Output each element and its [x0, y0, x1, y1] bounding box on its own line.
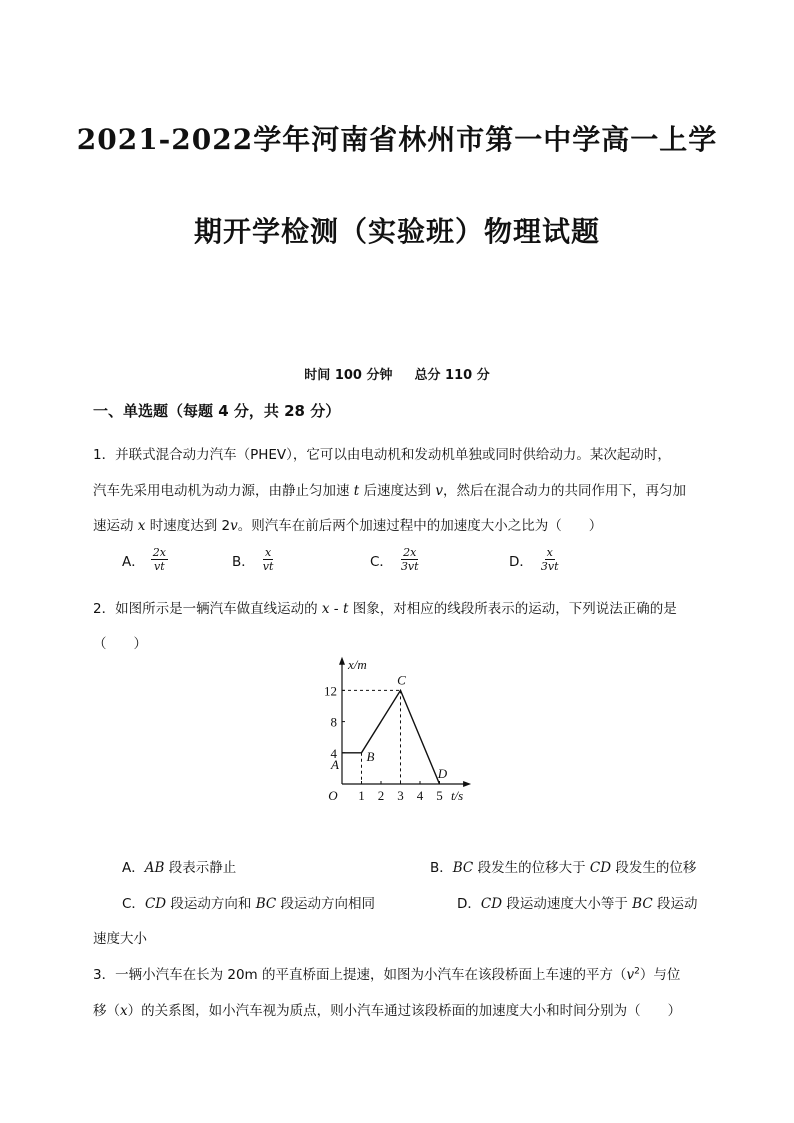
y-tick-label: 8 — [330, 714, 337, 730]
exam-meta — [0, 364, 794, 383]
q3-line1: 3．一辆小汽车在长为 20m 的平直桥面上提速，如图为小汽车在该段桥面上车速的平方$(v^2)$与位 — [93, 966, 681, 983]
document-title-line1: 2021-2022学年河南省林州市第一中学高一上学 — [76, 123, 718, 156]
y-axis-label: x/m — [348, 656, 367, 672]
y-tick-label: 4 — [330, 745, 337, 761]
q1-line1: 1．并联式混合动力汽车（PHEV），它可以由电动机和发动机单独或同时供给动力。某次起动时， — [93, 447, 671, 463]
q1-line2: 汽车先采用电动机为动力源，由静止匀加速 t 后速度达到 v，然后在混合动力的共同作用下，再匀加 — [93, 483, 686, 499]
fraction: $\frac{x}{3vt}$ — [540, 546, 559, 573]
q2-line1: 2．如图所示是一辆汽车做直线运动的 x - t 图象，对相应的线段所表示的运动，下列说法正确的是 — [93, 601, 677, 617]
exam-time: 时间 100 分钟 — [304, 368, 393, 383]
xt-series-line — [342, 690, 440, 784]
q2-option-c[interactable]: C．CD 段运动方向和 BC 段运动方向相同 — [122, 896, 375, 912]
x-axis-arrow — [463, 781, 471, 787]
point-label-b: B — [366, 748, 375, 764]
q2-option-a[interactable]: A．AB 段表示静止 — [122, 860, 237, 876]
y-axis-arrow — [339, 657, 345, 665]
exam-score: 总分 110 分 — [414, 368, 490, 383]
q1-option-b[interactable]: B． $\frac{x}{vt}$ — [232, 546, 274, 573]
x-tick-label: 3 — [397, 788, 404, 803]
x-tick-label: 1 — [358, 788, 365, 803]
fraction: $\frac{x}{vt}$ — [262, 546, 274, 573]
point-label-a: A — [331, 756, 339, 772]
q2-line2: （ ） — [93, 636, 147, 652]
x-tick-label: 2 — [377, 788, 385, 803]
x-tick-label: 5 — [436, 788, 443, 803]
q1-option-a[interactable]: A． $\frac{2x}{vt}$ — [122, 546, 166, 573]
y-tick-label: 12 — [324, 683, 337, 699]
x-tick-label: 4 — [416, 788, 424, 803]
q3-line2: 移（x）的关系图，如小汽车视为质点，则小汽车通过该段桥面的加速度大小和时间分别为（ ） — [93, 1003, 682, 1019]
fraction: $\frac{2x}{vt}$ — [152, 546, 166, 573]
q1-line3: 速运动 x 时速度达到 2v。则汽车在前后两个加速过程中的加速度大小之比为（ ） — [93, 518, 603, 534]
q1-option-d[interactable]: D． $\frac{x}{3vt}$ — [509, 546, 559, 573]
point-label-c: C — [397, 672, 406, 688]
x-axis-label: t/s — [450, 788, 464, 803]
point-label-d: D — [437, 766, 448, 781]
q2-option-d-continued: 速度大小 — [93, 931, 147, 947]
q2-option-b[interactable]: B．BC 段发生的位移大于 CD 段发生的位移 — [430, 860, 697, 876]
q1-option-c[interactable]: C． $\frac{2x}{3vt}$ — [370, 546, 419, 573]
q2-option-d[interactable]: D．CD 段运动速度大小等于 BC 段运动 — [457, 896, 698, 912]
x-tick-label: O — [328, 788, 338, 803]
fraction: $\frac{2x}{3vt}$ — [400, 546, 419, 573]
document-title-line2: 期开学检测（实验班）物理试题 — [193, 215, 600, 248]
section-heading: 一、单选题（每题 4 分，共 28 分） — [93, 402, 341, 420]
